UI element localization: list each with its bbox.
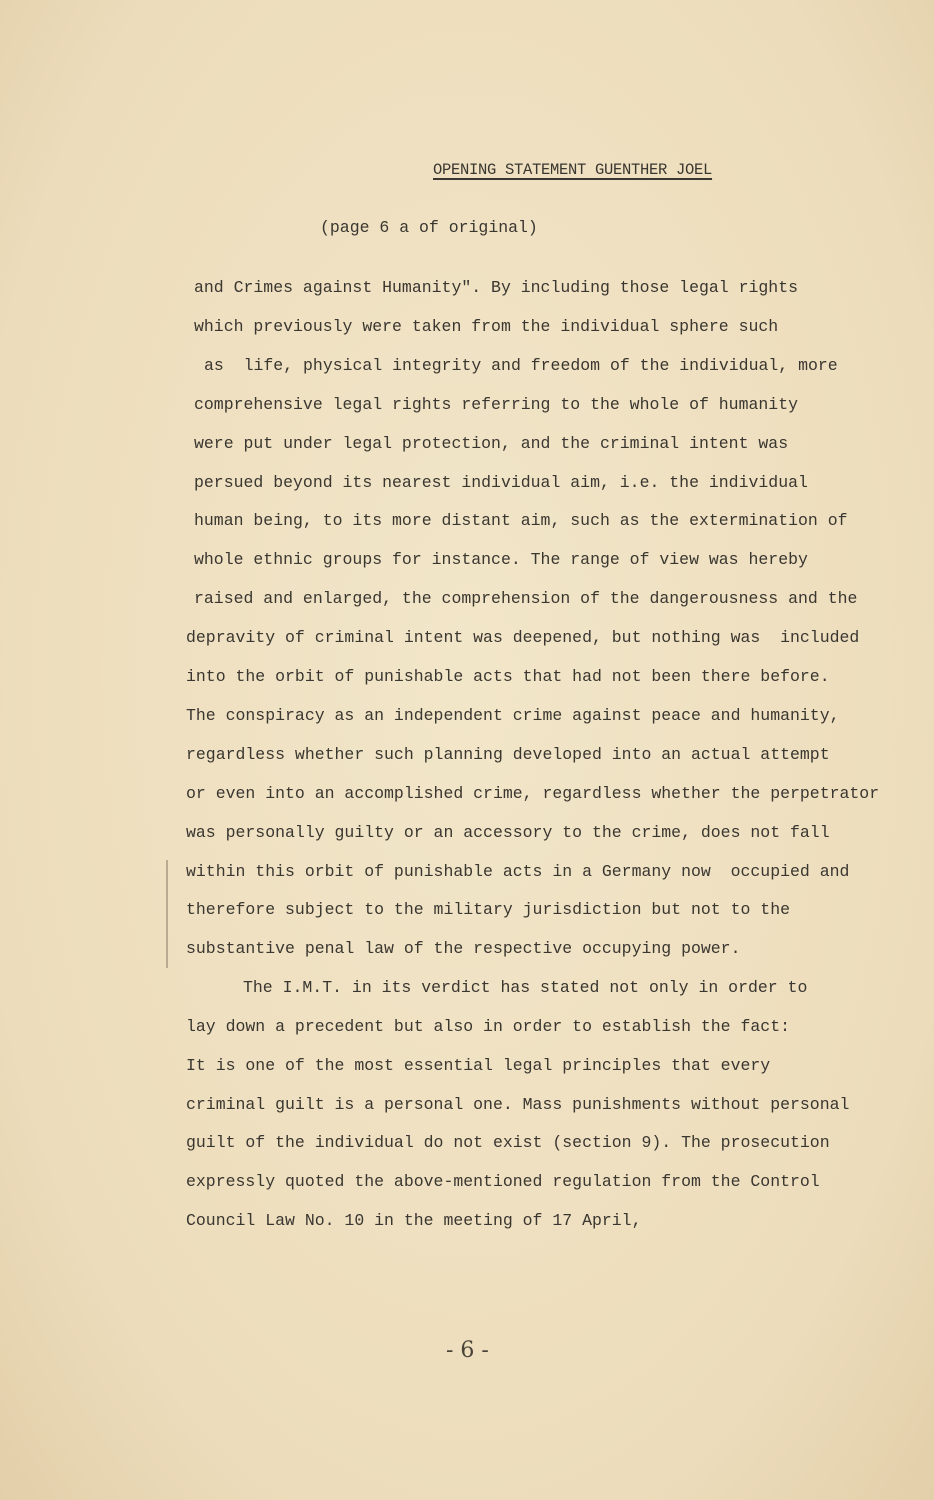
text-line: persued beyond its nearest individual aim, i.e. the individual: [194, 473, 808, 492]
text-line: within this orbit of punishable acts in a Germany now occupied and: [186, 862, 850, 881]
text-line: Council Law No. 10 in the meeting of 17 April,: [186, 1211, 642, 1230]
text-line: guilt of the individual do not exist (section 9). The prosecution: [186, 1133, 830, 1152]
text-line: depravity of criminal intent was deepened, but nothing was included: [186, 628, 860, 647]
text-line: The conspiracy as an independent crime against peace and humanity,: [186, 706, 840, 725]
text-line: substantive penal law of the respective occupying power.: [186, 939, 741, 958]
text-line: comprehensive legal rights referring to the whole of humanity: [194, 395, 798, 414]
text-line: raised and enlarged, the comprehension of the dangerousness and the: [194, 589, 858, 608]
text-line: into the orbit of punishable acts that had not been there before.: [186, 667, 830, 686]
text-line: was personally guilty or an accessory to the crime, does not fall: [186, 823, 830, 842]
text-line: as life, physical integrity and freedom of the individual, more: [204, 356, 838, 375]
text-line: lay down a precedent but also in order to establish the fact:: [186, 1017, 790, 1036]
text-line: or even into an accomplished crime, regardless whether the perpetrator: [186, 784, 880, 803]
text-line: which previously were taken from the individual sphere such: [194, 317, 779, 336]
page-reference: (page 6 a of original): [320, 218, 538, 237]
text-line: whole ethnic groups for instance. The range of view was hereby: [194, 550, 808, 569]
page-number: - 6 -: [446, 1338, 489, 1363]
text-line: human being, to its more distant aim, such as the extermination of: [194, 511, 848, 530]
text-line: and Crimes against Humanity". By including those legal rights: [194, 278, 798, 297]
text-line: therefore subject to the military jurisdiction but not to the: [186, 900, 790, 919]
text-line: It is one of the most essential legal principles that every: [186, 1056, 771, 1075]
text-line: The I.M.T. in its verdict has stated not only in order to: [243, 978, 808, 997]
document-heading: OPENING STATEMENT GUENTHER JOEL: [433, 161, 713, 179]
text-line: were put under legal protection, and the criminal intent was: [194, 434, 789, 453]
margin-mark: [166, 860, 168, 968]
text-line: expressly quoted the above-mentioned regulation from the Control: [186, 1172, 820, 1191]
text-line: regardless whether such planning developed into an actual attempt: [186, 745, 830, 764]
text-line: criminal guilt is a personal one. Mass punishments without personal: [186, 1095, 850, 1114]
